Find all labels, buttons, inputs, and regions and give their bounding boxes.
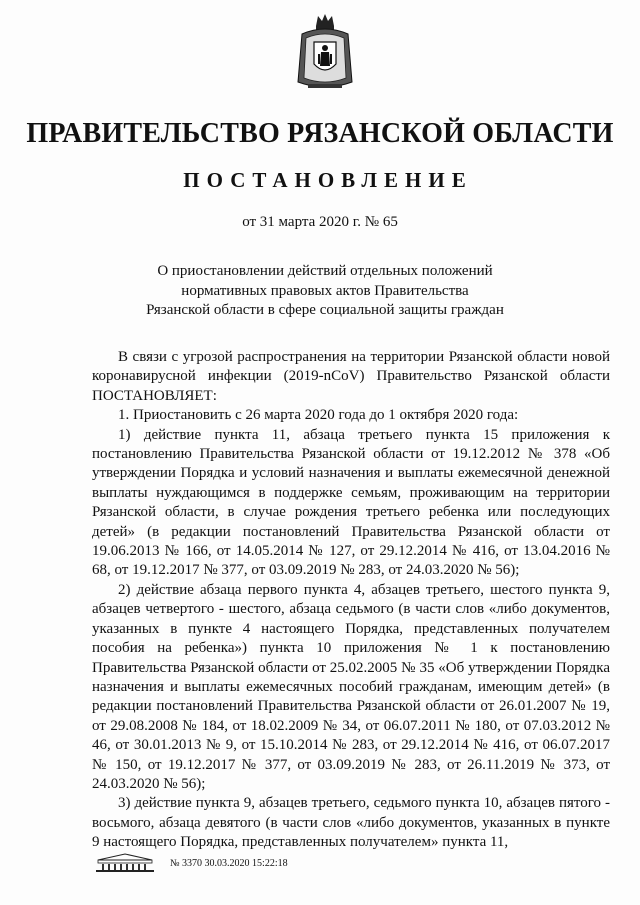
document-type: ПОСТАНОВЛЕНИЕ <box>183 168 473 192</box>
body-paragraph: 1. Приостановить с 26 марта 2020 года до 1 октября 2020 года: <box>118 407 519 424</box>
subject-line: нормативных правовых актов Правительства <box>181 282 469 299</box>
document-body <box>92 348 610 853</box>
subject-line: О приостановлении действий отдельных положений <box>157 263 493 279</box>
subject-line: Рязанской области в сфере социальной защиты граждан <box>146 302 504 318</box>
body-paragraph: 2) действие абзаца первого пункта 4, абзацев третьего, шестого пункта 9, абзацев четвертого - шестого, абзаца седьмого (в части слов «либо документов, указанных в пункте 4 настоящего Порядка, представленных получателем пособия на ребенка») пункта 10 приложения № 1 к постановлению Правительства Рязанской области от 25.02.2005 № 35 «Об утверждении Порядка назначения и выплаты ежемесячных пособий гражданам, имеющим детей» (в редакции постановлений Правительства Рязанской области от 26.01.2007 № 19, от 29.08.2008 № 184, от 18.02.2009 № 34, от 06.07.2011 № 180, от 07.03.2012 № 46, от 30.01.2013 № 9, от 15.10.2014 № 283, от 29.12.2014 № 416, от 06.07.2017 № 150, от 19.12.2017 № 377, от 03.09.2019 № 283, от 26.11.2019 № 373, от 24.03.2020 № 56); <box>92 581 610 792</box>
registration-code: № 3370 30.03.2020 15:22:18 <box>170 858 288 869</box>
body-paragraph: 3) действие пункта 9, абзацев третьего, седьмого пункта 10, абзацев пятого - восьмого, абзаца девятого (в части слов «либо документов, указанных в пункте 9 настоящего Порядка, представленных получателем» пункта 11, <box>92 795 610 851</box>
body-paragraph: 1) действие пункта 11, абзаца третьего пункта 15 приложения к постановлению Правительства Рязанской области от 19.12.2012 № 378 «Об утверждении Порядка и условий назначения и выплаты ежемесячной денежной выплаты нуждающимся в поддержке семьям, проживающим на территории Рязанской области, в случае рождения третьего ребенка или последующих детей» (в редакции постановлений Правительства Рязанской области от 19.06.2013 № 166, от 14.05.2014 № 127, от 29.12.2014 № 416, от 13.04.2016 № 68, от 19.12.2017 № 377, от 03.09.2019 № 283, от 24.03.2020 № 56); <box>92 426 610 579</box>
document-date-number: от 31 марта 2020 г. № 65 <box>242 214 398 230</box>
document-subject <box>120 262 530 321</box>
coat-of-arms-icon <box>294 12 356 94</box>
body-paragraph: В связи с угрозой распространения на территории Рязанской области новой коронавирусной инфекции (2019-nCoV) Правительство Рязанской области ПОСТАНОВЛЯЕТ: <box>92 349 610 404</box>
building-stamp-icon <box>94 852 156 874</box>
government-title: ПРАВИТЕЛЬСТВО РЯЗАНСКОЙ ОБЛАСТИ <box>26 118 614 149</box>
